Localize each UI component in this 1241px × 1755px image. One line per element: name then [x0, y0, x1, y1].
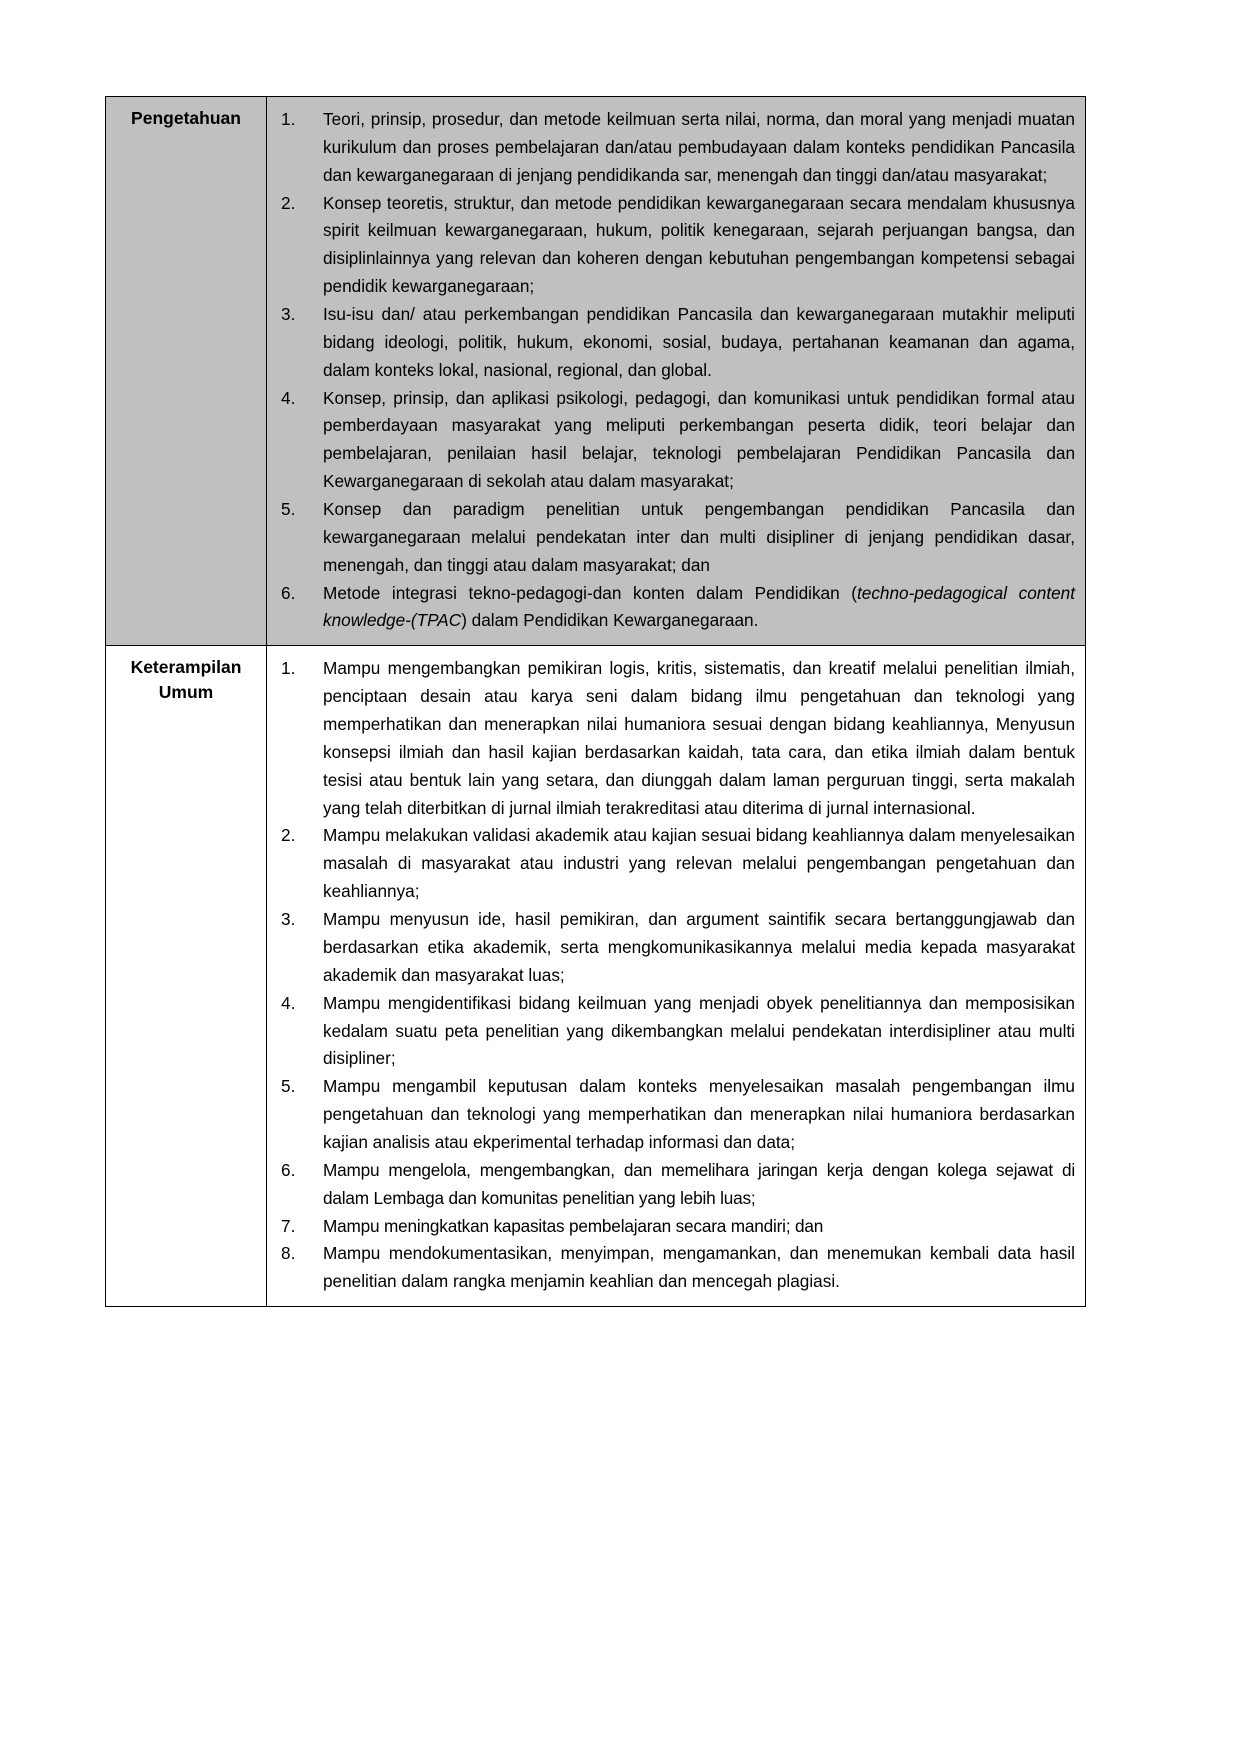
list-item — [277, 496, 1075, 580]
list-item-text: Teori, prinsip, prosedur, dan metode keilmuan serta nilai, norma, dan moral yang menjadi muatan kurikulum dan proses pembelajaran dan/atau pembudayaan dalam konteks pendidikan Pancasila dan kewarganegaraan di jenjang pendidikanda sar, menengah dan tinggi dan/atau masyarakat; — [323, 109, 1075, 185]
list-item-text: Mampu mengembangkan pemikiran logis, kritis, sistematis, dan kreatif melalui penelitian ilmiah, penciptaan desain atau karya seni dalam bidang ilmu pengetahuan dan teknologi yang memperhatikan dan menerapkan nilai humaniora sesuai dengan bidang keahliannya, Menyusun konsepsi ilmiah dan hasil kajian berdasarkan kaidah, tata cara, dan etika ilmiah dalam bentuk tesisi atau bentuk lain yang setara, dan diunggah dalam laman perguruan tinggi, serta makalah yang telah diterbitkan di jurnal ilmiah terakreditasi atau diterima di jurnal internasional. — [323, 658, 1075, 818]
list-item-text: Konsep, prinsip, dan aplikasi psikologi, pedagogi, dan komunikasi untuk pendidikan formal atau pemberdayaan masyarakat yang meliputi perkembangan peserta didik, teori belajar dan pembelajaran, penilaian hasil belajar, teknologi pembelajaran Pendidikan Pancasila dan Kewarganegaraan di sekolah atau dalam masyarakat; — [323, 387, 1075, 492]
row-label-keterampilan-umum — [106, 646, 267, 1307]
list-item — [277, 580, 1075, 636]
list-item-text-pre: Metode integrasi tekno-pedagogi-dan konten dalam Pendidikan ( — [323, 582, 857, 603]
competency-table — [105, 96, 1086, 1307]
list-item-text: Mampu melakukan validasi akademik atau kajian sesuai bidang keahliannya dalam menyelesaikan masalah di masyarakat atau industri yang relevan melalui pengembangan pengetahuan dan keahliannya; — [323, 825, 1075, 902]
list-item — [277, 106, 1075, 190]
list-item-text-post: ) dalam Pendidikan Kewarganegaraan. — [461, 610, 759, 631]
table-row-keterampilan-umum — [106, 646, 1086, 1307]
keterampilan-umum-item-list — [277, 655, 1075, 1296]
list-item-text: Mampu mengidentifikasi bidang keilmuan yang menjadi obyek penelitiannya dan memposisikan kedalam suatu peta penelitian yang dikembangkan melalui pendekatan interdisipliner atau multi disipliner; — [323, 992, 1075, 1069]
list-item — [277, 301, 1075, 385]
list-item — [277, 1213, 1075, 1241]
table-row-pengetahuan — [106, 97, 1086, 646]
list-item-text — [323, 580, 1075, 636]
list-item-text: Mampu meningkatkan kapasitas pembelajaran secara mandiri; dan — [323, 1215, 824, 1236]
row-body-pengetahuan — [267, 97, 1086, 646]
row-body-keterampilan-umum — [267, 646, 1086, 1307]
row-label-text: Pengetahuan — [131, 108, 241, 128]
list-item-text-italic: techno-pedagogical content knowledge-(TPAC — [323, 582, 1075, 631]
list-item — [277, 1073, 1075, 1157]
list-item-text: Mampu mendokumentasikan, menyimpan, mengamankan, dan menemukan kembali data hasil penelitian dalam rangka menjamin keahlian dan mencegah plagiasi. — [323, 1243, 1075, 1292]
list-item-text: Konsep teoretis, struktur, dan metode pendidikan kewarganegaraan secara mendalam khususnya spirit keilmuan kewarganegaraan, hukum, politik kenegaraan, sejarah perjuangan bangsa, dan disiplinlainnya yang relevan dan koheren dengan kebutuhan pengembangan kompetensi sebagai pendidik kewarganegaraan; — [323, 192, 1075, 297]
list-item-text: Konsep dan paradigm penelitian untuk pengembangan pendidikan Pancasila dan kewarganegaraan melalui pendekatan inter dan multi disipliner di jenjang pendidikan dasar, menengah, dan tinggi atau dalam masyarakat; dan — [323, 499, 1075, 575]
list-item-text: Mampu menyusun ide, hasil pemikiran, dan argument saintifik secara bertanggungjawab dan berdasarkan etika akademik, serta mengkomunikasikannya melalui media kepada masyarakat akademik dan masyarakat luas; — [323, 909, 1075, 985]
list-item — [277, 822, 1075, 906]
list-item-text: Mampu mengambil keputusan dalam konteks menyelesaikan masalah pengembangan ilmu pengetahuan dan teknologi yang memperhatikan dan menerapkan nilai humaniora berdasarkan kajian analisis atau ekperimental terhadap informasi dan data; — [323, 1076, 1075, 1152]
pengetahuan-item-list — [277, 106, 1075, 635]
list-item-text: Isu-isu dan/ atau perkembangan pendidikan Pancasila dan kewarganegaraan mutakhir meliputi bidang ideologi, politik, hukum, ekonomi, sosial, budaya, pertahanan keamanan dan agama, dalam konteks lokal, nasional, regional, dan global. — [323, 304, 1075, 380]
list-item — [277, 906, 1075, 990]
list-item-text: Mampu mengelola, mengembangkan, dan memelihara jaringan kerja dengan kolega sejawat di dalam Lembaga dan komunitas penelitian yang lebih luas; — [323, 1159, 1075, 1208]
list-item — [277, 190, 1075, 301]
list-item — [277, 385, 1075, 496]
row-label-text-line2: Umum — [158, 682, 214, 703]
list-item — [277, 655, 1075, 822]
row-label-pengetahuan — [106, 97, 267, 646]
row-label-text-line1: Keterampilan — [130, 657, 242, 678]
list-item — [277, 1157, 1075, 1213]
list-item — [277, 990, 1075, 1074]
list-item — [277, 1240, 1075, 1296]
